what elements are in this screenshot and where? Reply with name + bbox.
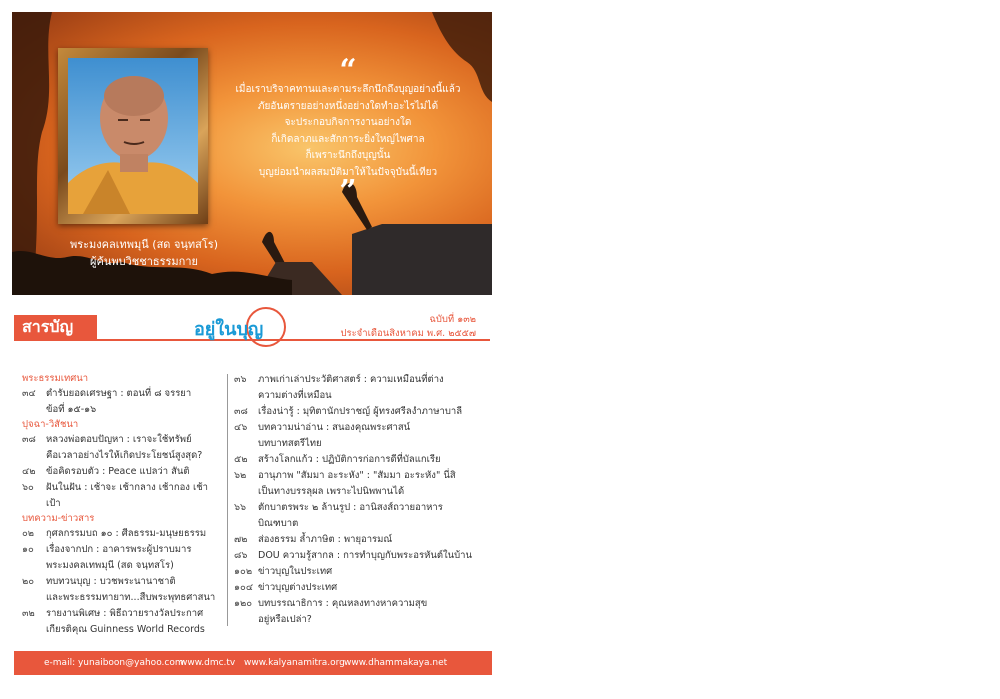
entry-text: ข้อที่ ๑๕-๑๖ [46,404,97,415]
toc-entry[interactable] [234,452,484,468]
portrait-caption [64,236,224,270]
footer-bar [14,651,492,675]
entry-text: รายงานพิเศษ : พิธีถวายรางวัลประกาศ [46,608,204,619]
entry-text: เรื่องน่ารู้ : มุทิตานักปราชญ์ ผู้ทรงศรีลงำภาษาบาลี [258,406,463,417]
issue-number: ฉบับที่ ๑๓๒ [429,314,476,325]
open-quote-icon: “ [339,53,357,88]
logo-text: อยู่ในบุญ [194,319,264,340]
page-number: ๓๒ [22,608,35,619]
toc-entry[interactable] [234,468,484,500]
toc-entry[interactable] [234,532,484,548]
entry-text: ทบทวนบุญ : บวชพระนานาชาติ [46,576,176,587]
quote-line: จะประกอบกิจการงานอย่างใด [284,117,412,128]
section-heading: พระธรรมเทศนา [22,373,89,384]
toc-entry[interactable] [234,596,484,628]
quote-block [230,53,466,209]
page-number: ๖๖ [234,502,247,513]
entry-text: บทความน่าอ่าน : สนองคุณพระศาสน์ [258,422,411,433]
page-number: ๓๘ [234,406,248,417]
page-number: ๔๖ [234,422,248,433]
entry-text: หลวงพ่อตอบปัญหา : เราจะใช้ทรัพย์ [46,434,192,445]
toc-title: สารบัญ [14,315,97,339]
toc-entry[interactable] [234,404,484,420]
entry-text: คือเวลาอย่างไรให้เกิดประโยชน์สูงสุด? [46,450,203,461]
page-number: ๓๔ [22,388,36,399]
page-number: ๗๒ [234,534,248,545]
page-number: ๕๒ [234,454,248,465]
page-number: ๑๐ [22,544,34,555]
column-divider [227,374,228,626]
monk-portrait [68,58,198,214]
page-number: ๓๘ [22,434,36,445]
page-number: ๓๖ [234,374,247,385]
section-heading: ปุจฉา-วิสัชนา [22,419,79,430]
page-number: ๒๐ [22,576,35,587]
entry-text: ข่าวบุญในประเทศ [258,566,333,577]
footer-email[interactable]: e-mail: yunaiboon@yahoo.com [44,658,184,668]
entry-text: ข่าวบุญต่างประเทศ [258,582,338,593]
toc-entry[interactable] [22,464,222,480]
magazine-logo [192,305,292,349]
toc-left-column [22,372,222,638]
entry-text: กุศลกรรมบถ ๑๐ : ศีลธรรม-มนุษยธรรม [46,528,207,539]
toc-right-column [234,372,484,628]
quote-line: ก็เพราะนึกถึงบุญนั้น [305,150,391,161]
quote-line: ก็เกิดลาภและสักการะยิ่งใหญ่ไพศาล [271,133,425,145]
toc-entry[interactable] [234,580,484,596]
entry-text: ภาพเก่าเล่าประวัติศาสตร์ : ความเหมือนที่ต่าง [258,374,444,385]
page-number: ๖๐ [22,482,34,493]
toc-entry[interactable] [234,564,484,580]
page-number: ๐๒ [22,528,35,539]
section-heading: บทความ-ข่าวสาร [22,513,95,524]
toc-entry[interactable] [22,606,222,638]
toc-entry[interactable] [234,548,484,564]
page-number: ๑๒๐ [234,598,253,609]
portrait-frame [58,48,208,224]
entry-text: บิณฑบาต [258,518,299,529]
entry-text: สร้างโลกแก้ว : ปฏิบัติการก่อการดีที่บัลแกเรีย [258,454,441,465]
footer-link-kalyanamitra[interactable]: www.kalyanamitra.org [244,658,345,668]
entry-text: ตักบาตรพระ ๒ ล้านรูป : อานิสงส์ถวายอาหาร [258,502,443,513]
caption-name: พระมงคลเทพมุนี (สด จนฺทสโร) [69,238,218,251]
entry-text: พระมงคลเทพมุนี (สด จนฺทสโร) [46,560,174,571]
entry-text: อานุภาพ "สัมมา อะระหัง" : "สัมมา อะระหัง" นี่สิ [258,470,456,481]
toc-entry[interactable] [22,432,222,464]
toc-entry[interactable] [22,480,222,512]
entry-text: เกียรติคุณ Guinness World Records [46,624,205,635]
entry-text: ความต่างที่เหมือน [258,390,332,401]
toc-entry[interactable] [234,500,484,532]
entry-text: เป็นทางบรรลุผล เพราะไปนิพพานได้ [258,486,405,497]
quote-line: บุญย่อมนำผลสมบัติมาให้ในปัจจุบันนี้เทียว [258,166,438,178]
entry-text: อยู่หรือเปล่า? [258,614,312,625]
issue-info [320,313,476,341]
entry-text: บทบรรณาธิการ : คุณหลงทางหาความสุข [258,598,428,609]
page-number: ๑๐๔ [234,582,254,593]
toc-entry[interactable] [22,386,222,418]
toc-entry[interactable] [22,542,222,574]
toc-entry[interactable] [234,420,484,452]
entry-text: และพระธรรมทายาท...สืบพระพุทธศาสนา [46,592,216,603]
footer-link-dhammakaya[interactable]: www.dhammakaya.net [344,658,448,668]
toc-entry[interactable] [234,372,484,404]
page-number: ๖๒ [234,470,247,481]
entry-text: เรื่องจากปก : อาคารพระผู้ปราบมาร [46,544,192,555]
page-number: ๔๒ [22,466,36,477]
entry-text: ฝันในฝัน : เช้าจะ เช้ากลาง เช้ากอง เช้าเป้า [46,482,208,509]
quote-line: ภัยอันตรายอย่างหนึ่งอย่างใดทำอะไรไม่ได้ [257,100,439,112]
hero-banner [12,12,492,295]
entry-text: ข้อคิดรอบตัว : Peace แปลว่า สันติ [46,466,190,477]
page-number: ๑๐๒ [234,566,253,577]
entry-text: DOU ความรู้สากล : การทำบุญกับพระอรหันต์ในบ้าน [258,550,472,561]
close-quote-icon: ” [339,174,357,209]
entry-text: บทบาทสตรีไทย [258,438,322,449]
toc-entry[interactable] [22,526,222,542]
caption-title: ผู้ค้นพบวิชชาธรรมกาย [90,255,198,268]
toc-entry[interactable] [22,574,222,606]
footer-link-dmc[interactable]: www.dmc.tv [180,658,236,668]
entry-text: ตำรับยอดเศรษฐา : ตอนที่ ๘ จรรยา [46,388,192,399]
issue-month: ประจำเดือนสิงหาคม พ.ศ. ๒๕๕๗ [340,328,476,339]
page-number: ๘๖ [234,550,248,561]
quote-line: เมื่อเราบริจาคทานและตามระลึกนึกถึงบุญอย่างนี้แล้ว [235,84,461,95]
entry-text: ส่องธรรม ล้ำภาษิต : พายุอารมณ์ [258,534,393,545]
